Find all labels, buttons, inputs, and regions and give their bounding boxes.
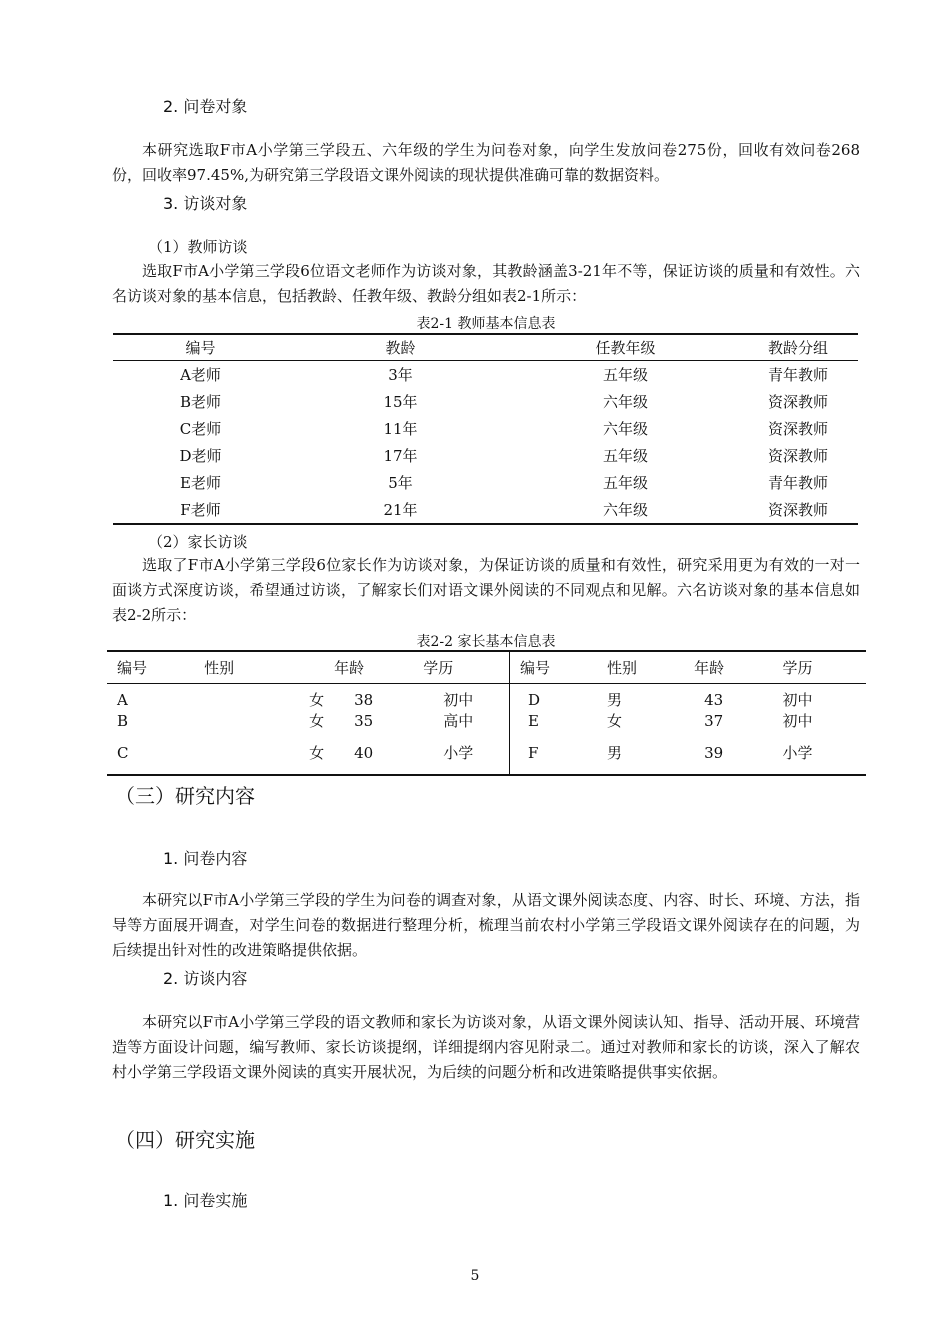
table-cell: 女 xyxy=(607,712,623,730)
table-cell: F老师 xyxy=(180,501,221,519)
table-cell: B xyxy=(117,711,129,730)
column-header: 性别 xyxy=(597,651,684,684)
subheading-parent-interview: （2）家长访谈 xyxy=(148,533,248,551)
table-cell: 女 xyxy=(309,712,325,730)
table-row xyxy=(113,415,858,442)
table-caption-parents: 表2-2 家长基本信息表 xyxy=(416,634,556,650)
section-heading-questionnaire-object: 2. 问卷对象 xyxy=(163,97,248,116)
table-cell: 资深教师 xyxy=(767,420,828,438)
section-heading-interview-content: 2. 访谈内容 xyxy=(163,969,248,988)
table-cell: 初中 xyxy=(782,691,813,709)
table-cell: 青年教师 xyxy=(767,366,828,384)
table-cell: 43 xyxy=(704,690,724,709)
table-cell: 小学 xyxy=(413,731,509,775)
table-header-row xyxy=(113,334,858,361)
page-number: 5 xyxy=(470,1268,480,1284)
table-cell: 青年教师 xyxy=(767,474,828,492)
column-header: 任教年级 xyxy=(513,334,738,361)
column-header: 年龄 xyxy=(684,651,772,684)
column-header: 年龄 xyxy=(324,651,413,684)
table-cell: 资深教师 xyxy=(767,393,828,411)
paragraph-interview-content: 本研究以F市A小学第三学段的语文教师和家长为访谈对象，从语文课外阅读认知、指导、活动开展、环境营造等方面设计问题，编写教师、家长访谈提纲，详细提纲内容见附录二。通过对教师和家长的访谈，深入了解农村小学第三学段语文课外阅读的真实开展状况，为后续的问题分析和改进策略提供事实依据。 xyxy=(112,1013,860,1081)
paragraph-parent-interview: 选取了F市A小学第三学段6位家长作为访谈对象，为保证访谈的质量和有效性，研究采用更为有效的一对一面谈方式深度访谈，希望通过访谈，了解家长们对语文课外阅读的不同观点和见解。六名访谈对象的基本信息如表2-2所示： xyxy=(112,556,860,624)
table-cell: 五年级 xyxy=(602,474,648,492)
table-cell: B老师 xyxy=(179,393,222,411)
table-cell: 初中 xyxy=(413,684,509,711)
teacher-info-table xyxy=(113,333,858,525)
subheading-teacher-interview: （1）教师访谈 xyxy=(148,238,248,256)
table-cell: 六年级 xyxy=(602,393,648,411)
column-header: 学历 xyxy=(772,651,866,684)
table-row xyxy=(113,361,858,389)
table-cell: 资深教师 xyxy=(767,501,828,519)
table-cell: 17年 xyxy=(383,447,418,465)
table-cell: 初中 xyxy=(782,712,813,730)
table-cell: A老师 xyxy=(180,366,221,384)
table-cell: C老师 xyxy=(179,420,222,438)
table-cell: 高中 xyxy=(413,710,509,731)
table-cell: 女 xyxy=(309,744,325,762)
table-cell: E老师 xyxy=(180,474,221,492)
table-cell: 38 xyxy=(354,690,374,709)
table-row xyxy=(107,731,866,775)
chapter-heading-research-implementation: （四）研究实施 xyxy=(115,1128,255,1152)
chapter-heading-research-content: （三）研究内容 xyxy=(115,784,255,808)
table-cell: 女 xyxy=(309,691,325,709)
table-row xyxy=(113,442,858,469)
table-header-row xyxy=(107,651,866,684)
table-cell: 五年级 xyxy=(602,447,648,465)
column-header: 编号 xyxy=(113,334,288,361)
paragraph-questionnaire-content: 本研究以F市A小学第三学段的学生为问卷的调查对象，从语文课外阅读态度、内容、时长、环境、方法，指导等方面展开调查，对学生问卷的数据进行整理分析，梳理当前农村小学第三学段语文课外阅读存在的问题，为后续提出针对性的改进策略提供依据。 xyxy=(112,891,860,959)
table-row xyxy=(107,710,866,731)
parent-info-table xyxy=(107,650,866,776)
section-heading-questionnaire-implementation: 1. 问卷实施 xyxy=(163,1191,248,1210)
table-cell: A xyxy=(117,690,128,709)
table-cell: 40 xyxy=(354,743,374,762)
table-cell: E xyxy=(527,711,539,730)
table-cell: 五年级 xyxy=(602,366,648,384)
column-header: 教龄 xyxy=(288,334,513,361)
section-heading-questionnaire-content: 1. 问卷内容 xyxy=(163,849,248,868)
column-header: 教龄分组 xyxy=(738,334,858,361)
table-cell: 3年 xyxy=(388,366,413,384)
table-row xyxy=(113,388,858,415)
table-cell: 37 xyxy=(704,711,724,730)
paragraph-teacher-interview: 选取F市A小学第三学段6位语文老师作为访谈对象，其教龄涵盖3-21年不等，保证访谈的质量和有效性。六名访谈对象的基本信息，包括教龄、任教年级、教龄分组如表2-1所示： xyxy=(112,262,860,305)
table-cell: 六年级 xyxy=(602,501,648,519)
table-row xyxy=(107,684,866,711)
table-cell: C xyxy=(117,743,129,762)
table-cell: 男 xyxy=(607,691,623,709)
table-cell: F xyxy=(527,743,539,762)
table-cell: 39 xyxy=(704,743,724,762)
table-cell: 15年 xyxy=(383,393,418,411)
table-caption-teachers: 表2-1 教师基本信息表 xyxy=(416,316,556,332)
table-cell: 男 xyxy=(607,744,623,762)
table-cell: D xyxy=(527,690,540,709)
table-cell: 资深教师 xyxy=(767,447,828,465)
paragraph-questionnaire-object: 本研究选取F市A小学第三学段五、六年级的学生为问卷对象，向学生发放问卷275份，回收有效问卷268份，回收率97.45%,为研究第三学段语文课外阅读的现状提供准确可靠的数据资料。 xyxy=(112,141,860,184)
table-cell: 11年 xyxy=(383,420,418,438)
table-cell: 35 xyxy=(354,711,374,730)
table-cell: D老师 xyxy=(179,447,222,465)
table-cell: 六年级 xyxy=(602,420,648,438)
table-row xyxy=(113,469,858,496)
section-heading-interview-object: 3. 访谈对象 xyxy=(163,194,248,213)
column-header: 学历 xyxy=(413,651,509,684)
column-header: 性别 xyxy=(194,651,324,684)
column-header: 编号 xyxy=(509,651,597,684)
table-row xyxy=(113,496,858,524)
table-cell: 小学 xyxy=(782,744,813,762)
table-cell: 5年 xyxy=(388,474,413,492)
table-cell: 21年 xyxy=(383,501,418,519)
column-header: 编号 xyxy=(107,651,194,684)
